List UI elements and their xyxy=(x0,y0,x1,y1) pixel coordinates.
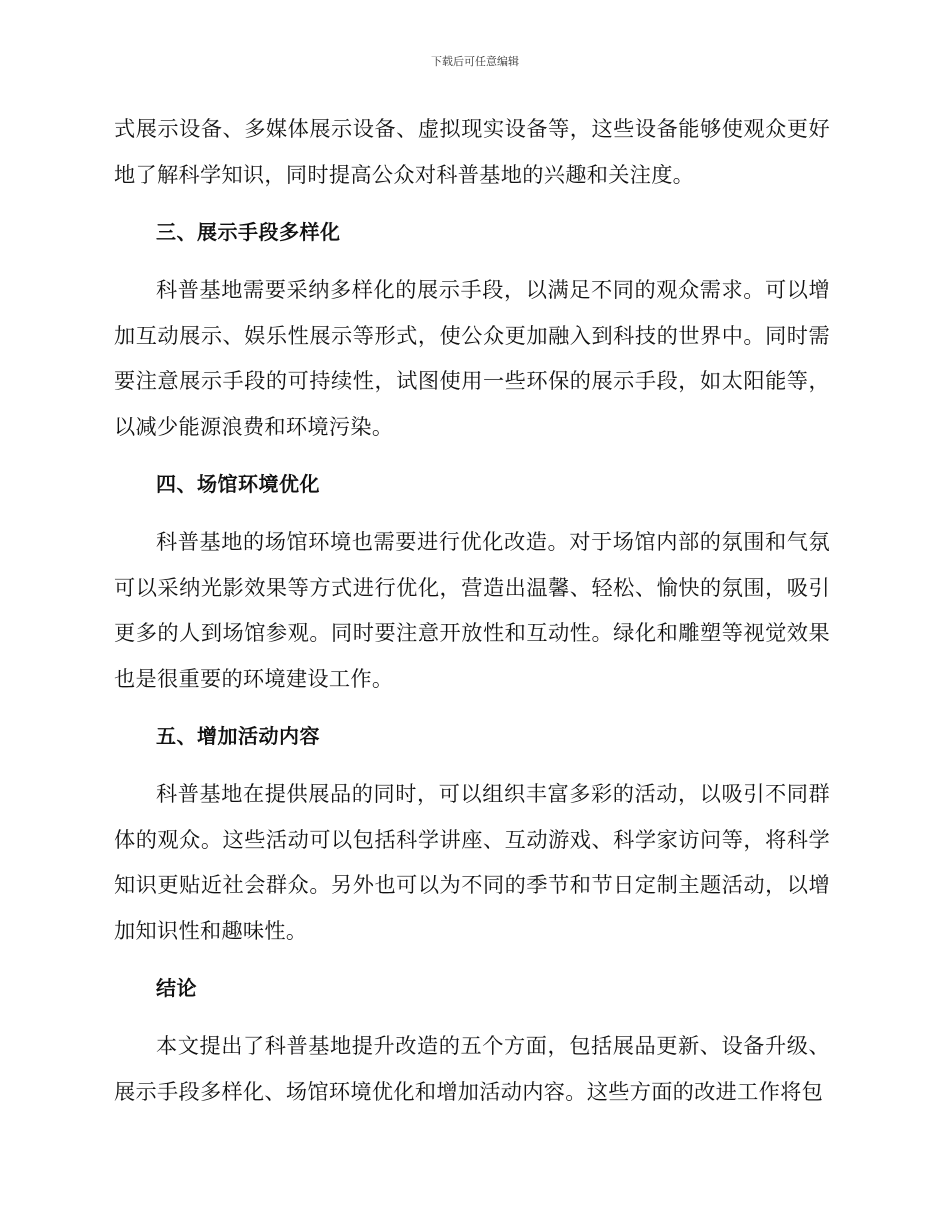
paragraph-conclusion: 本文提出了科普基地提升改造的五个方面，包括展品更新、设备升级、展示手段多样化、场馆环境优化和增加活动内容。这些方面的改进工作将包 xyxy=(114,1033,830,1104)
document-body xyxy=(114,106,830,1114)
paragraph-display-methods: 科普基地需要采纳多样化的展示手段，以满足不同的观众需求。可以增加互动展示、娱乐性展示等形式，使公众更加融入到科技的世界中。同时需要注意展示手段的可持续性，试图使用一些环保的展示手段，如太阳能等，以减少能源浪费和环境污染。 xyxy=(114,277,830,439)
section-heading-4: 四、场馆环境优化 xyxy=(156,472,320,496)
paragraph-venue-environment: 科普基地的场馆环境也需要进行优化改造。对于场馆内部的氛围和气氛可以采纳光影效果等方式进行优化，营造出温馨、轻松、愉快的氛围，吸引更多的人到场馆参观。同时要注意开放性和互动性。绿化和雕塑等视觉效果也是很重要的环境建设工作。 xyxy=(114,529,830,691)
page-header: 下载后可任意编辑 xyxy=(431,55,519,68)
paragraph-activities: 科普基地在提供展品的同时，可以组织丰富多彩的活动，以吸引不同群体的观众。这些活动可以包括科学讲座、互动游戏、科学家访问等，将科学知识更贴近社会群众。另外也可以为不同的季节和节日定制主题活动，以增加知识性和趣味性。 xyxy=(114,781,830,943)
paragraph-continued: 式展示设备、多媒体展示设备、虚拟现实设备等，这些设备能够使观众更好地了解科学知识，同时提高公众对科普基地的兴趣和关注度。 xyxy=(114,116,830,187)
section-heading-3: 三、展示手段多样化 xyxy=(156,220,341,244)
section-heading-5: 五、增加活动内容 xyxy=(156,724,320,748)
section-heading-conclusion: 结论 xyxy=(156,976,197,1000)
